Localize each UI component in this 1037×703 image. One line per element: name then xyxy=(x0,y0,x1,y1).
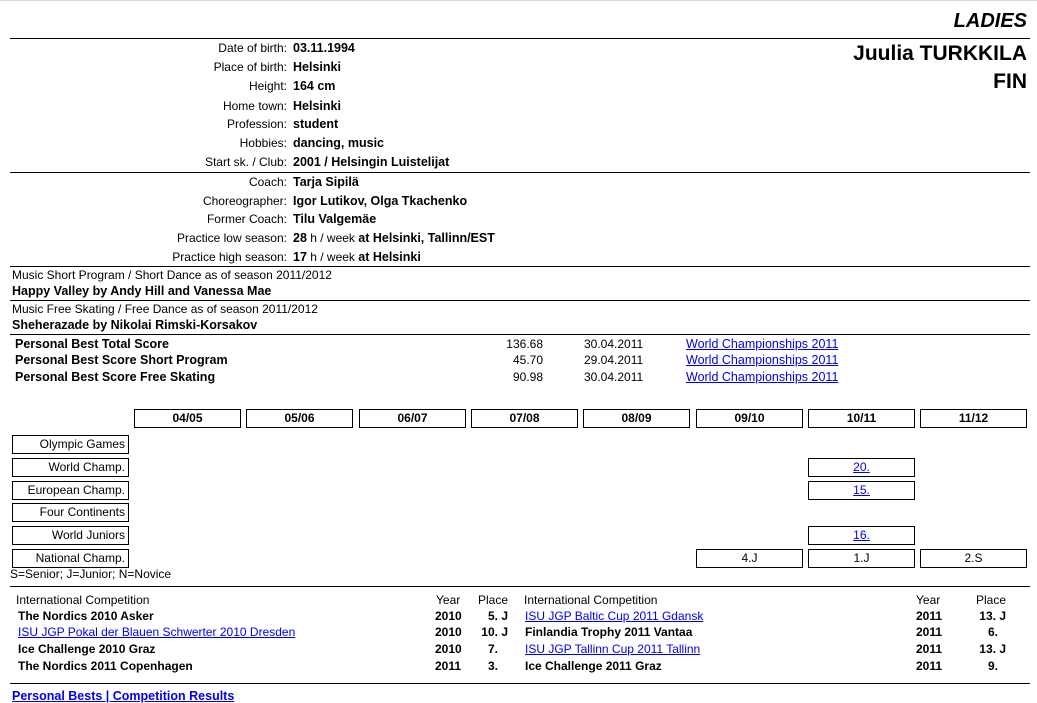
intl-competition-link[interactable]: ISU JGP Baltic Cup 2011 Gdansk xyxy=(525,609,704,623)
pb-score: 45.70 xyxy=(512,353,543,367)
pb-date: 30.04.2011 xyxy=(584,370,644,384)
season-header: 05/06 xyxy=(246,409,353,428)
event-name: World Champ. xyxy=(48,460,125,474)
event-name: National Champ. xyxy=(35,551,125,565)
season-header: 09/10 xyxy=(696,409,803,428)
bio-label: Height: xyxy=(248,79,287,93)
intl-competition-name: Finlandia Trophy 2011 Vantaa xyxy=(525,625,693,639)
nation-code: FIN xyxy=(993,70,1027,93)
season-header: 06/07 xyxy=(359,409,466,428)
result-link[interactable]: 16. xyxy=(853,528,870,542)
intl-place: 3. xyxy=(487,659,498,673)
skater-name: Juulia TURKKILA xyxy=(853,42,1027,65)
intl-year: 2010 xyxy=(435,642,462,656)
intl-year: 2011 xyxy=(916,625,943,639)
event-label xyxy=(12,458,129,477)
intl-header-place: Place xyxy=(976,593,1007,607)
pb-label: Personal Best Score Free Skating xyxy=(15,370,216,384)
intl-competition-link[interactable]: ISU JGP Pokal der Blauen Schwerter 2010 Dresden xyxy=(18,625,296,639)
season-header: 11/12 xyxy=(920,409,1027,428)
event-name: World Juniors xyxy=(51,528,125,542)
intl-year: 2011 xyxy=(916,642,943,656)
season-header: 10/11 xyxy=(808,409,915,428)
pb-label: Personal Best Total Score xyxy=(15,337,169,351)
intl-header-year: Year xyxy=(436,593,461,607)
divider xyxy=(10,300,1030,301)
bio-label: Start sk. / Club: xyxy=(204,155,287,169)
season-header: 08/09 xyxy=(583,409,690,428)
choreographer-value: Igor Lutikov, Olga Tkachenko xyxy=(293,194,468,208)
footer-link[interactable]: Personal Bests | Competition Results xyxy=(12,689,235,703)
season-header: 04/05 xyxy=(134,409,241,428)
choreographer-label: Choreographer: xyxy=(202,194,287,208)
intl-header-place: Place xyxy=(478,593,509,607)
bio-label: Date of birth: xyxy=(218,41,287,55)
bio-value: dancing, music xyxy=(293,136,384,150)
pb-label: Personal Best Score Short Program xyxy=(15,353,228,367)
intl-place: 13. J xyxy=(979,609,1006,623)
divider xyxy=(10,172,1030,173)
practice-high-location: at Helsinki xyxy=(358,250,421,264)
bio-value: Helsinki xyxy=(293,60,341,74)
result-cell: 4.J xyxy=(696,549,803,568)
event-label xyxy=(12,435,129,454)
intl-year: 2010 xyxy=(435,625,462,639)
intl-place: 5. J xyxy=(487,609,508,623)
event-name: Four Continents xyxy=(39,505,125,519)
pb-competition-link[interactable]: World Championships 2011 xyxy=(686,337,839,351)
intl-competition-name: Ice Challenge 2010 Graz xyxy=(18,642,156,656)
practice-high-unit: h / week xyxy=(306,250,359,264)
bio-label: Place of birth: xyxy=(213,60,287,74)
pb-date: 30.04.2011 xyxy=(584,337,644,351)
divider xyxy=(10,266,1030,267)
intl-competition-name: The Nordics 2010 Asker xyxy=(18,609,154,623)
coach-label: Coach: xyxy=(248,175,287,189)
intl-year: 2011 xyxy=(916,609,943,623)
intl-year: 2010 xyxy=(435,609,462,623)
bio-label: Hobbies: xyxy=(239,136,287,150)
intl-competition-name: Ice Challenge 2011 Graz xyxy=(525,659,662,673)
music-short-label: Music Short Program / Short Dance as of season 2011/2012 xyxy=(12,268,332,282)
practice-low-unit: h / week xyxy=(306,231,359,245)
coach-value: Tarja Sipilä xyxy=(293,175,359,189)
former-coach-value: Tilu Valgemäe xyxy=(293,212,377,226)
bio-value: 03.11.1994 xyxy=(293,41,355,55)
level-legend: S=Senior; J=Junior; N=Novice xyxy=(10,567,172,581)
divider xyxy=(10,683,1030,684)
practice-low-hours: 28 xyxy=(293,231,307,245)
practice-low-label: Practice low season: xyxy=(176,231,287,245)
intl-place: 13. J xyxy=(979,642,1006,656)
pb-competition-link[interactable]: World Championships 2011 xyxy=(686,353,839,367)
result-cell[interactable] xyxy=(808,481,915,500)
bio-label: Home town: xyxy=(222,99,287,113)
intl-year: 2011 xyxy=(435,659,462,673)
pb-score: 90.98 xyxy=(512,370,543,384)
intl-competition-link[interactable]: ISU JGP Tallinn Cup 2011 Tallinn xyxy=(525,642,701,656)
event-label xyxy=(12,549,129,568)
intl-competition-name: The Nordics 2011 Copenhagen xyxy=(18,659,193,673)
practice-low-location: at Helsinki, Tallinn/EST xyxy=(358,231,495,245)
event-name: Olympic Games xyxy=(39,437,125,451)
pb-date: 29.04.2011 xyxy=(584,353,644,367)
pb-score: 136.68 xyxy=(506,337,543,351)
practice-high-value xyxy=(293,250,421,264)
pb-competition-link[interactable]: World Championships 2011 xyxy=(686,370,839,384)
music-free-title: Sheherazade by Nikolai Rimski-Korsakov xyxy=(12,318,258,332)
event-name: European Champ. xyxy=(27,483,125,497)
bio-value: 2001 / Helsingin Luistelijat xyxy=(293,155,450,169)
practice-high-hours: 17 xyxy=(293,250,307,264)
result-link[interactable]: 20. xyxy=(853,460,870,474)
divider xyxy=(10,586,1030,587)
intl-header-competition: International Competition xyxy=(524,593,658,607)
former-coach-label: Former Coach: xyxy=(206,212,287,226)
result-link[interactable]: 15. xyxy=(853,483,870,497)
season-header: 07/08 xyxy=(471,409,578,428)
intl-header-competition: International Competition xyxy=(16,593,150,607)
divider xyxy=(10,334,1030,335)
intl-place: 9. xyxy=(987,659,998,673)
music-free-label: Music Free Skating / Free Dance as of season 2011/2012 xyxy=(12,302,318,316)
category-title: LADIES xyxy=(953,10,1027,32)
practice-low-value xyxy=(293,231,495,245)
intl-place: 7. xyxy=(487,642,498,656)
bio-label: Profession: xyxy=(226,117,287,131)
bio-value: Helsinki xyxy=(293,99,341,113)
event-label xyxy=(12,503,129,522)
result-cell: 1.J xyxy=(808,549,915,568)
intl-header-year: Year xyxy=(916,593,941,607)
event-label xyxy=(12,526,129,545)
music-short-title: Happy Valley by Andy Hill and Vanessa Mae xyxy=(12,284,272,298)
divider xyxy=(10,38,1030,39)
bio-value: student xyxy=(293,117,339,131)
practice-high-label: Practice high season: xyxy=(172,250,287,264)
intl-place: 6. xyxy=(987,625,998,639)
bio-value: 164 cm xyxy=(293,79,336,93)
event-label xyxy=(12,481,129,500)
intl-year: 2011 xyxy=(916,659,943,673)
result-cell[interactable] xyxy=(808,526,915,545)
result-cell[interactable] xyxy=(808,458,915,477)
intl-place: 10. J xyxy=(481,625,508,639)
result-cell: 2.S xyxy=(920,549,1027,568)
top-divider xyxy=(0,0,1037,1)
